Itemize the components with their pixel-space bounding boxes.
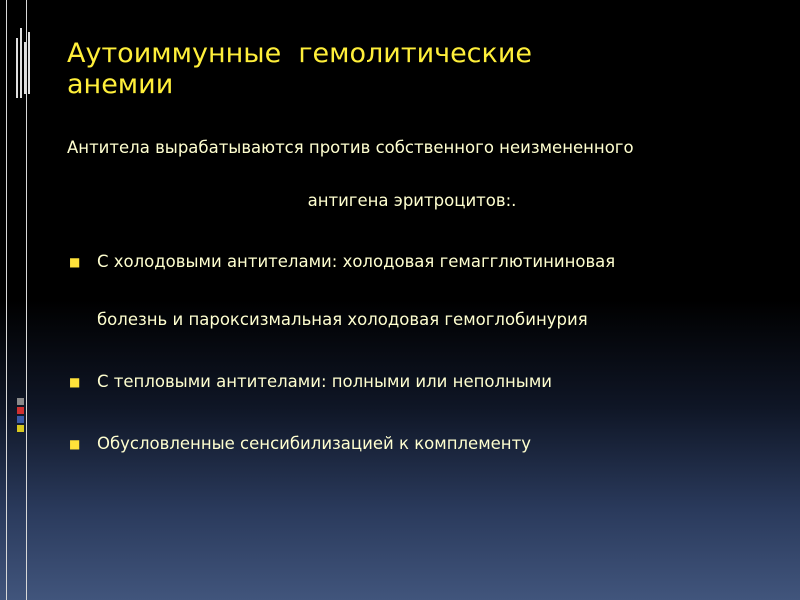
square-bullet-icon: ■ (69, 255, 81, 269)
list-item-text: С холодовыми антителами: холодовая гемагглютининовая (97, 252, 616, 271)
decorative-squares (17, 398, 27, 434)
list-item (67, 372, 767, 392)
square-bullet-icon: ■ (69, 437, 81, 451)
decorative-bars (14, 28, 32, 98)
list-item (67, 252, 767, 330)
slide-title (67, 38, 707, 100)
list-item (67, 434, 767, 454)
square-bullet-icon: ■ (69, 375, 81, 389)
slide-title-line1: Аутоиммунные гемолитические (67, 38, 532, 69)
list-item-text: С тепловыми антителами: полными или неполными (97, 372, 553, 391)
slide-subtitle (67, 138, 767, 210)
slide-title-line2: анемии (67, 69, 174, 100)
list-item-text: Обусловленные сенсибилизацией к комплементу (97, 434, 531, 453)
slide-subtitle-part2: антигена эритроцитов:. (307, 191, 517, 210)
bullet-list (67, 252, 767, 496)
frame-line-left (6, 0, 7, 600)
list-item-text-continued: болезнь и пароксизмальная холодовая гемоглобинурия (97, 310, 588, 329)
slide-subtitle-part1: Антитела вырабатываются против собственного неизмененного (67, 138, 634, 157)
